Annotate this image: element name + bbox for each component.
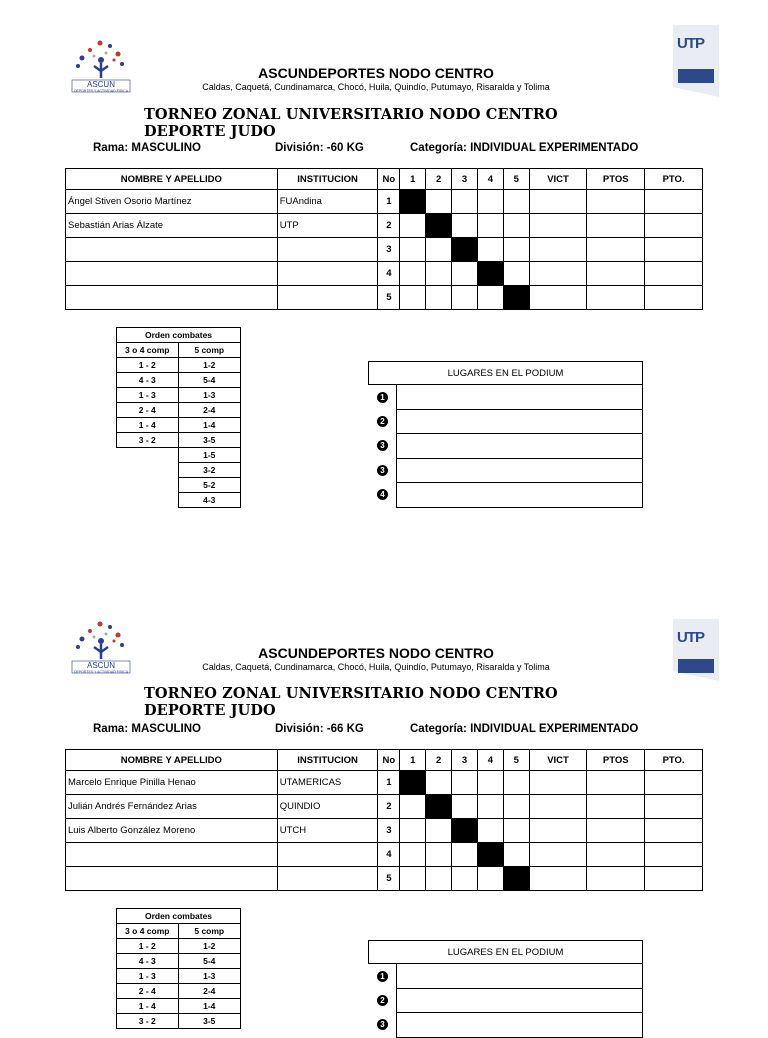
- score-cell: [426, 238, 452, 262]
- podium-row: [369, 434, 643, 459]
- sheet-2: [0, 581, 768, 1030]
- inst-cell: UTAMERICAS: [277, 771, 378, 795]
- orden-cell: 1 - 3: [117, 388, 179, 403]
- orden-title: Orden combates: [117, 909, 241, 924]
- ptos-cell: [587, 262, 645, 286]
- vict-cell: [529, 819, 587, 843]
- score-cell: [452, 214, 478, 238]
- competitors-table: [65, 749, 703, 891]
- blocked-cell: [477, 843, 503, 867]
- col-inst-header: INSTITUCION: [277, 169, 378, 190]
- score-cell: [426, 190, 452, 214]
- orden-col-a-header: 3 o 4 comp: [117, 343, 179, 358]
- inst-cell: QUINDIO: [277, 795, 378, 819]
- name-cell: Marcelo Enrique Pinilla Henao: [66, 771, 278, 795]
- name-cell: [66, 286, 278, 310]
- podium-row: [369, 988, 643, 1013]
- orden-cell: 4 - 3: [117, 373, 179, 388]
- podium-row: [369, 458, 643, 483]
- orden-cell: 1-2: [178, 939, 241, 954]
- place-number-icon: 4: [377, 489, 388, 500]
- orden-cell: 1 - 4: [117, 418, 179, 433]
- table-row: [66, 262, 703, 286]
- score-cell: [452, 190, 478, 214]
- table-row: [66, 771, 703, 795]
- orden-cell: 3 - 2: [117, 433, 179, 448]
- categoria-label: Categoría:: [410, 723, 467, 735]
- orden-row: [117, 373, 241, 388]
- place-number-icon: 3: [377, 440, 388, 451]
- col-pto-header: PTO.: [645, 169, 703, 190]
- score-cell: [400, 795, 426, 819]
- orden-row: [117, 1014, 241, 1029]
- place-number-icon: 2: [377, 416, 388, 427]
- score-cell: [503, 190, 529, 214]
- place-number-icon: 2: [377, 995, 388, 1006]
- orden-cell: 4 - 3: [117, 954, 179, 969]
- utp-logo-text: UTP: [677, 35, 704, 52]
- vict-cell: [529, 867, 587, 891]
- score-cell: [400, 238, 426, 262]
- rama-field: [93, 142, 201, 154]
- orden-cell: 1-4: [178, 418, 241, 433]
- score-cell: [426, 286, 452, 310]
- score-cell: [452, 795, 478, 819]
- score-cell: [477, 214, 503, 238]
- name-cell: [66, 262, 278, 286]
- podium-slot: [397, 988, 643, 1013]
- orden-row: [117, 984, 241, 999]
- podium-slot: [397, 409, 643, 434]
- ptos-cell: [587, 867, 645, 891]
- pto-cell: [645, 867, 703, 891]
- col-4-header: 4: [477, 169, 503, 190]
- table-row: [66, 843, 703, 867]
- score-cell: [426, 771, 452, 795]
- rama-field: [93, 723, 201, 735]
- orden-cell: 1 - 2: [117, 939, 179, 954]
- col-vict-header: VICT: [529, 169, 587, 190]
- score-cell: [477, 867, 503, 891]
- table-row: [66, 190, 703, 214]
- name-cell: [66, 238, 278, 262]
- pto-cell: [645, 771, 703, 795]
- vict-cell: [529, 771, 587, 795]
- pto-cell: [645, 819, 703, 843]
- orden-cell: 5-4: [178, 373, 241, 388]
- categoria-field: [410, 142, 638, 154]
- blocked-cell: [503, 867, 529, 891]
- orden-combates-table: [116, 327, 241, 508]
- ascun-logo-subtext: DEPORTES Y ACTIVIDAD FISICA: [73, 89, 129, 93]
- categoria-value: INDIVIDUAL EXPERIMENTADO: [470, 723, 639, 735]
- inst-cell: [277, 238, 378, 262]
- utp-logo: [673, 25, 719, 97]
- name-cell: Julián Andrés Fernández Arias: [66, 795, 278, 819]
- rama-value: MASCULINO: [131, 142, 201, 154]
- pto-cell: [645, 238, 703, 262]
- ascun-logo-text: ASCUN: [86, 80, 115, 89]
- pto-cell: [645, 262, 703, 286]
- orden-row: [117, 388, 241, 403]
- podium-slot: [397, 434, 643, 459]
- orden-cell: 2-4: [178, 403, 241, 418]
- score-cell: [400, 867, 426, 891]
- orden-col-b-header: 5 comp: [178, 343, 241, 358]
- no-cell: 1: [378, 190, 400, 214]
- table-header-row: [66, 169, 703, 190]
- podium-row: [369, 1013, 643, 1038]
- orden-row: [117, 448, 241, 463]
- col-ptos-header: PTOS: [587, 169, 645, 190]
- score-cell: [477, 771, 503, 795]
- podium-title: LUGARES EN EL PODIUM: [369, 362, 643, 385]
- orden-cell: 1-2: [178, 358, 241, 373]
- podium-row: [369, 409, 643, 434]
- ptos-cell: [587, 286, 645, 310]
- division-value: -60 KG: [326, 142, 364, 154]
- place-number-icon: 1: [377, 971, 388, 982]
- orden-row: [117, 418, 241, 433]
- inst-cell: UTP: [277, 214, 378, 238]
- score-cell: [400, 214, 426, 238]
- orden-row: [117, 433, 241, 448]
- orden-row: [117, 999, 241, 1014]
- score-cell: [426, 819, 452, 843]
- col-1-header: 1: [400, 169, 426, 190]
- orden-cell: 2 - 4: [117, 403, 179, 418]
- col-inst-header: INSTITUCION: [277, 750, 378, 771]
- col-name-header: NOMBRE Y APELLIDO: [66, 750, 278, 771]
- col-3-header: 3: [452, 750, 478, 771]
- col-ptos-header: PTOS: [587, 750, 645, 771]
- orden-cell: 1-5: [178, 448, 241, 463]
- no-cell: 1: [378, 771, 400, 795]
- no-cell: 2: [378, 795, 400, 819]
- col-5-header: 5: [503, 169, 529, 190]
- col-1-header: 1: [400, 750, 426, 771]
- podium-slot: [397, 385, 643, 410]
- score-cell: [426, 867, 452, 891]
- orden-cell: 1 - 4: [117, 999, 179, 1014]
- score-cell: [477, 238, 503, 262]
- division-label: División:: [275, 142, 324, 154]
- orden-cell: 1-4: [178, 999, 241, 1014]
- orden-row: [117, 463, 241, 478]
- table-row: [66, 286, 703, 310]
- score-cell: [452, 286, 478, 310]
- score-cell: [503, 771, 529, 795]
- table-row: [66, 867, 703, 891]
- org-subtitle: Caldas, Caquetá, Cundinamarca, Chocó, Huila, Quindío, Putumayo, Risaralda y Tolima: [202, 662, 550, 672]
- vict-cell: [529, 286, 587, 310]
- categoria-label: Categoría:: [410, 142, 467, 154]
- rama-label: Rama:: [93, 723, 129, 735]
- division-field: [275, 142, 364, 154]
- inst-cell: [277, 867, 378, 891]
- score-cell: [477, 190, 503, 214]
- categoria-value: INDIVIDUAL EXPERIMENTADO: [470, 142, 639, 154]
- col-no-header: No: [378, 750, 400, 771]
- orden-title: Orden combates: [117, 328, 241, 343]
- score-cell: [400, 819, 426, 843]
- orden-row: [117, 493, 241, 508]
- ptos-cell: [587, 819, 645, 843]
- col-name-header: NOMBRE Y APELLIDO: [66, 169, 278, 190]
- vict-cell: [529, 238, 587, 262]
- org-subtitle: Caldas, Caquetá, Cundinamarca, Chocó, Huila, Quindío, Putumayo, Risaralda y Tolima: [202, 82, 550, 92]
- pto-cell: [645, 190, 703, 214]
- vict-cell: [529, 262, 587, 286]
- no-cell: 4: [378, 843, 400, 867]
- orden-cell: 4-3: [178, 493, 241, 508]
- orden-combates-table: [116, 908, 241, 1029]
- name-cell: [66, 867, 278, 891]
- blocked-cell: [426, 795, 452, 819]
- org-title: ASCUNDEPORTES NODO CENTRO: [258, 65, 494, 81]
- score-cell: [400, 843, 426, 867]
- score-cell: [452, 771, 478, 795]
- orden-cell: 1 - 2: [117, 358, 179, 373]
- orden-row: [117, 969, 241, 984]
- vict-cell: [529, 190, 587, 214]
- podium-table: [368, 940, 643, 1038]
- no-cell: 3: [378, 819, 400, 843]
- col-pto-header: PTO.: [645, 750, 703, 771]
- ptos-cell: [587, 214, 645, 238]
- place-number-icon: 3: [377, 1019, 388, 1030]
- orden-col-a-header: 3 o 4 comp: [117, 924, 179, 939]
- place-number-icon: 3: [377, 465, 388, 476]
- score-cell: [452, 843, 478, 867]
- orden-cell: 3-5: [178, 433, 241, 448]
- col-no-header: No: [378, 169, 400, 190]
- inst-cell: FUAndina: [277, 190, 378, 214]
- orden-row: [117, 403, 241, 418]
- utp-logo: [673, 619, 719, 691]
- place-number-icon: 1: [377, 392, 388, 403]
- name-cell: [66, 843, 278, 867]
- no-cell: 2: [378, 214, 400, 238]
- orden-cell: 5-4: [178, 954, 241, 969]
- score-cell: [503, 819, 529, 843]
- orden-cell: 2-4: [178, 984, 241, 999]
- ptos-cell: [587, 238, 645, 262]
- no-cell: 4: [378, 262, 400, 286]
- orden-col-b-header: 5 comp: [178, 924, 241, 939]
- org-title: ASCUNDEPORTES NODO CENTRO: [258, 645, 494, 661]
- orden-cell: 1 - 3: [117, 969, 179, 984]
- tournament-title: TORNEO ZONAL UNIVERSITARIO NODO CENTRO DEPORTE JUDO: [144, 685, 558, 719]
- col-vict-header: VICT: [529, 750, 587, 771]
- col-5-header: 5: [503, 750, 529, 771]
- division-value: -66 KG: [326, 723, 364, 735]
- col-2-header: 2: [426, 169, 452, 190]
- name-cell: Ángel Stiven Osorio Martínez: [66, 190, 278, 214]
- score-cell: [400, 286, 426, 310]
- podium-slot: [397, 964, 643, 989]
- orden-row: [117, 358, 241, 373]
- tournament-title: TORNEO ZONAL UNIVERSITARIO NODO CENTRO DEPORTE JUDO: [144, 106, 558, 140]
- no-cell: 5: [378, 867, 400, 891]
- col-2-header: 2: [426, 750, 452, 771]
- name-cell: Sebastián Arias Álzate: [66, 214, 278, 238]
- utp-logo-text: UTP: [677, 629, 704, 646]
- orden-row: [117, 478, 241, 493]
- division-field: [275, 723, 364, 735]
- table-row: [66, 819, 703, 843]
- blocked-cell: [400, 771, 426, 795]
- inst-cell: [277, 262, 378, 286]
- score-cell: [452, 867, 478, 891]
- score-cell: [503, 843, 529, 867]
- ascun-logo-subtext: DEPORTES Y ACTIVIDAD FISICA: [73, 670, 129, 674]
- name-cell: Luis Alberto González Moreno: [66, 819, 278, 843]
- blocked-cell: [452, 819, 478, 843]
- orden-row: [117, 939, 241, 954]
- blocked-cell: [503, 286, 529, 310]
- score-cell: [477, 819, 503, 843]
- pto-cell: [645, 286, 703, 310]
- score-cell: [452, 262, 478, 286]
- vict-cell: [529, 795, 587, 819]
- col-3-header: 3: [452, 169, 478, 190]
- ascun-logo: [70, 619, 132, 675]
- orden-cell: 1-3: [178, 388, 241, 403]
- pto-cell: [645, 843, 703, 867]
- vict-cell: [529, 843, 587, 867]
- pto-cell: [645, 214, 703, 238]
- podium-title: LUGARES EN EL PODIUM: [369, 941, 643, 964]
- orden-row: [117, 954, 241, 969]
- ptos-cell: [587, 771, 645, 795]
- podium-row: [369, 483, 643, 508]
- rama-label: Rama:: [93, 142, 129, 154]
- table-row: [66, 238, 703, 262]
- pto-cell: [645, 795, 703, 819]
- podium-row: [369, 385, 643, 410]
- orden-cell: [117, 448, 179, 463]
- score-cell: [503, 238, 529, 262]
- table-row: [66, 214, 703, 238]
- inst-cell: UTCH: [277, 819, 378, 843]
- table-row: [66, 795, 703, 819]
- col-4-header: 4: [477, 750, 503, 771]
- podium-row: [369, 964, 643, 989]
- orden-cell: [117, 478, 179, 493]
- score-cell: [503, 214, 529, 238]
- inst-cell: [277, 286, 378, 310]
- podium-slot: [397, 483, 643, 508]
- orden-cell: 3 - 2: [117, 1014, 179, 1029]
- blocked-cell: [452, 238, 478, 262]
- vict-cell: [529, 214, 587, 238]
- score-cell: [426, 262, 452, 286]
- inst-cell: [277, 843, 378, 867]
- podium-table: [368, 361, 643, 508]
- orden-cell: [117, 463, 179, 478]
- orden-cell: 1-3: [178, 969, 241, 984]
- table-header-row: [66, 750, 703, 771]
- orden-cell: 3-5: [178, 1014, 241, 1029]
- orden-cell: 2 - 4: [117, 984, 179, 999]
- score-cell: [426, 843, 452, 867]
- score-cell: [503, 262, 529, 286]
- ptos-cell: [587, 843, 645, 867]
- categoria-field: [410, 723, 638, 735]
- ptos-cell: [587, 795, 645, 819]
- score-cell: [477, 286, 503, 310]
- orden-cell: 5-2: [178, 478, 241, 493]
- score-cell: [477, 795, 503, 819]
- blocked-cell: [400, 190, 426, 214]
- competitors-table: [65, 168, 703, 310]
- ascun-logo: [70, 38, 132, 94]
- ptos-cell: [587, 190, 645, 214]
- score-cell: [400, 262, 426, 286]
- rama-value: MASCULINO: [131, 723, 201, 735]
- podium-slot: [397, 458, 643, 483]
- division-label: División:: [275, 723, 324, 735]
- orden-cell: [117, 493, 179, 508]
- ascun-logo-text: ASCUN: [86, 661, 115, 670]
- blocked-cell: [477, 262, 503, 286]
- orden-cell: 3-2: [178, 463, 241, 478]
- podium-slot: [397, 1013, 643, 1038]
- no-cell: 5: [378, 286, 400, 310]
- no-cell: 3: [378, 238, 400, 262]
- blocked-cell: [426, 214, 452, 238]
- score-cell: [503, 795, 529, 819]
